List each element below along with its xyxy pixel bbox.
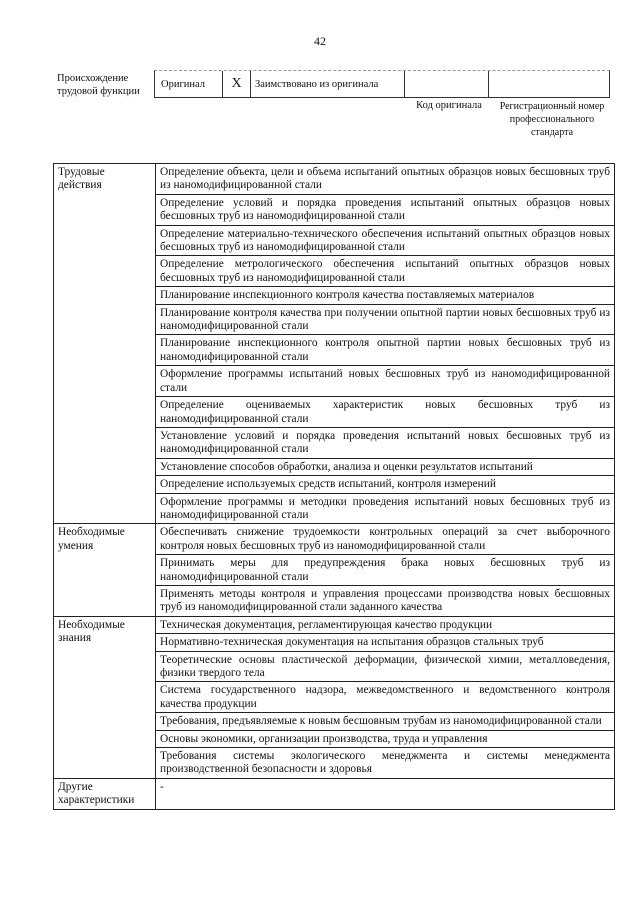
section-item: Планирование инспекционного контроля качества поставляемых материалов	[156, 287, 615, 304]
section-label: Необходимые умения	[54, 524, 156, 616]
section-item: Определение материально-технического обеспечения испытаний опытных образцов новых бесшовных труб из наномодифицированной стали	[156, 225, 615, 256]
section-item: Установление условий и порядка проведения испытаний новых бесшовных труб из наномодифицированной стали	[156, 427, 615, 458]
section-item: Установление способов обработки, анализа и оценки результатов испытаний	[156, 458, 615, 475]
borrowed-cell: Заимствовано из оригинала	[251, 71, 405, 97]
origin-label: Происхождение трудовой функции	[57, 73, 140, 97]
section-item: Оформление программы испытаний новых бесшовных труб из наномодифицированной стали	[156, 366, 615, 397]
section-item: Требования системы экологического менеджмента и системы менеджмента производственной безопасности и здоровья	[156, 748, 615, 779]
section-item: Определение объекта, цели и объема испытаний опытных образцов новых бесшовных труб из наномодифицированной стали	[156, 164, 615, 195]
section-label: Необходимые знания	[54, 616, 156, 778]
section-item: Оформление программы и методики проведения испытаний новых бесшовных труб из наномодифицированной стали	[156, 493, 615, 524]
section-item: Нормативно-техническая документация на испытания образцов стальных труб	[156, 634, 615, 651]
table-row	[54, 616, 615, 633]
section-item: Применять методы контроля и управления процессами производства новых бесшовных труб из наномодифицированной стали заданного качества	[156, 585, 615, 616]
section-item: Планирование инспекционного контроля опытной партии новых бесшовных труб из наномодифицированной стали	[156, 335, 615, 366]
registration-caption: Регистрационный номер профессионального стандарта	[499, 101, 605, 138]
table-row	[54, 164, 615, 195]
section-item: Обеспечивать снижение трудоемкости контрольных операций за счет выборочного контроля новых бесшовных труб из наномодифицированной стали	[156, 524, 615, 555]
section-label: Трудовые действия	[54, 164, 156, 524]
section-item: Требования, предъявляемые к новым бесшовным трубам из наномодифицированной стали	[156, 713, 615, 730]
section-item: Определение метрологического обеспечения испытаний опытных образцов новых бесшовных труб из наномодифицированной стали	[156, 256, 615, 287]
original-mark: X	[223, 71, 251, 97]
section-item: Определение оцениваемых характеристик новых бесшовных труб из наномодифицированной стали	[156, 397, 615, 428]
table-row	[54, 524, 615, 555]
code-caption: Код оригинала	[416, 100, 482, 111]
section-item: Определение условий и порядка проведения испытаний опытных образцов новых бесшовных труб из наномодифицированной стали	[156, 194, 615, 225]
table-row	[54, 778, 615, 809]
functions-table	[53, 163, 615, 810]
section-item: Планирование контроля качества при получении опытной партии новых бесшовных труб из наномодифицированной стали	[156, 304, 615, 335]
section-item: Основы экономики, организации производства, труда и управления	[156, 730, 615, 747]
page-number: 42	[314, 34, 326, 48]
section-item: Система государственного надзора, межведомственного и ведомственного контроля качества продукции	[156, 682, 615, 713]
original-cell: Оригинал	[155, 71, 223, 97]
section-item: Определение используемых средств испытаний, контроля измерений	[156, 476, 615, 493]
section-label: Другие характеристики	[54, 778, 156, 809]
section-item: -	[156, 778, 615, 809]
section-item: Теоретические основы пластической деформации, физической химии, металловедения, физики твердого тела	[156, 651, 615, 682]
code-cell	[405, 71, 489, 97]
origin-box	[154, 70, 610, 98]
registration-cell	[489, 71, 611, 97]
section-item: Принимать меры для предупреждения брака новых бесшовных труб из наномодифицированной стали	[156, 555, 615, 586]
section-item: Техническая документация, регламентирующая качество продукции	[156, 616, 615, 633]
